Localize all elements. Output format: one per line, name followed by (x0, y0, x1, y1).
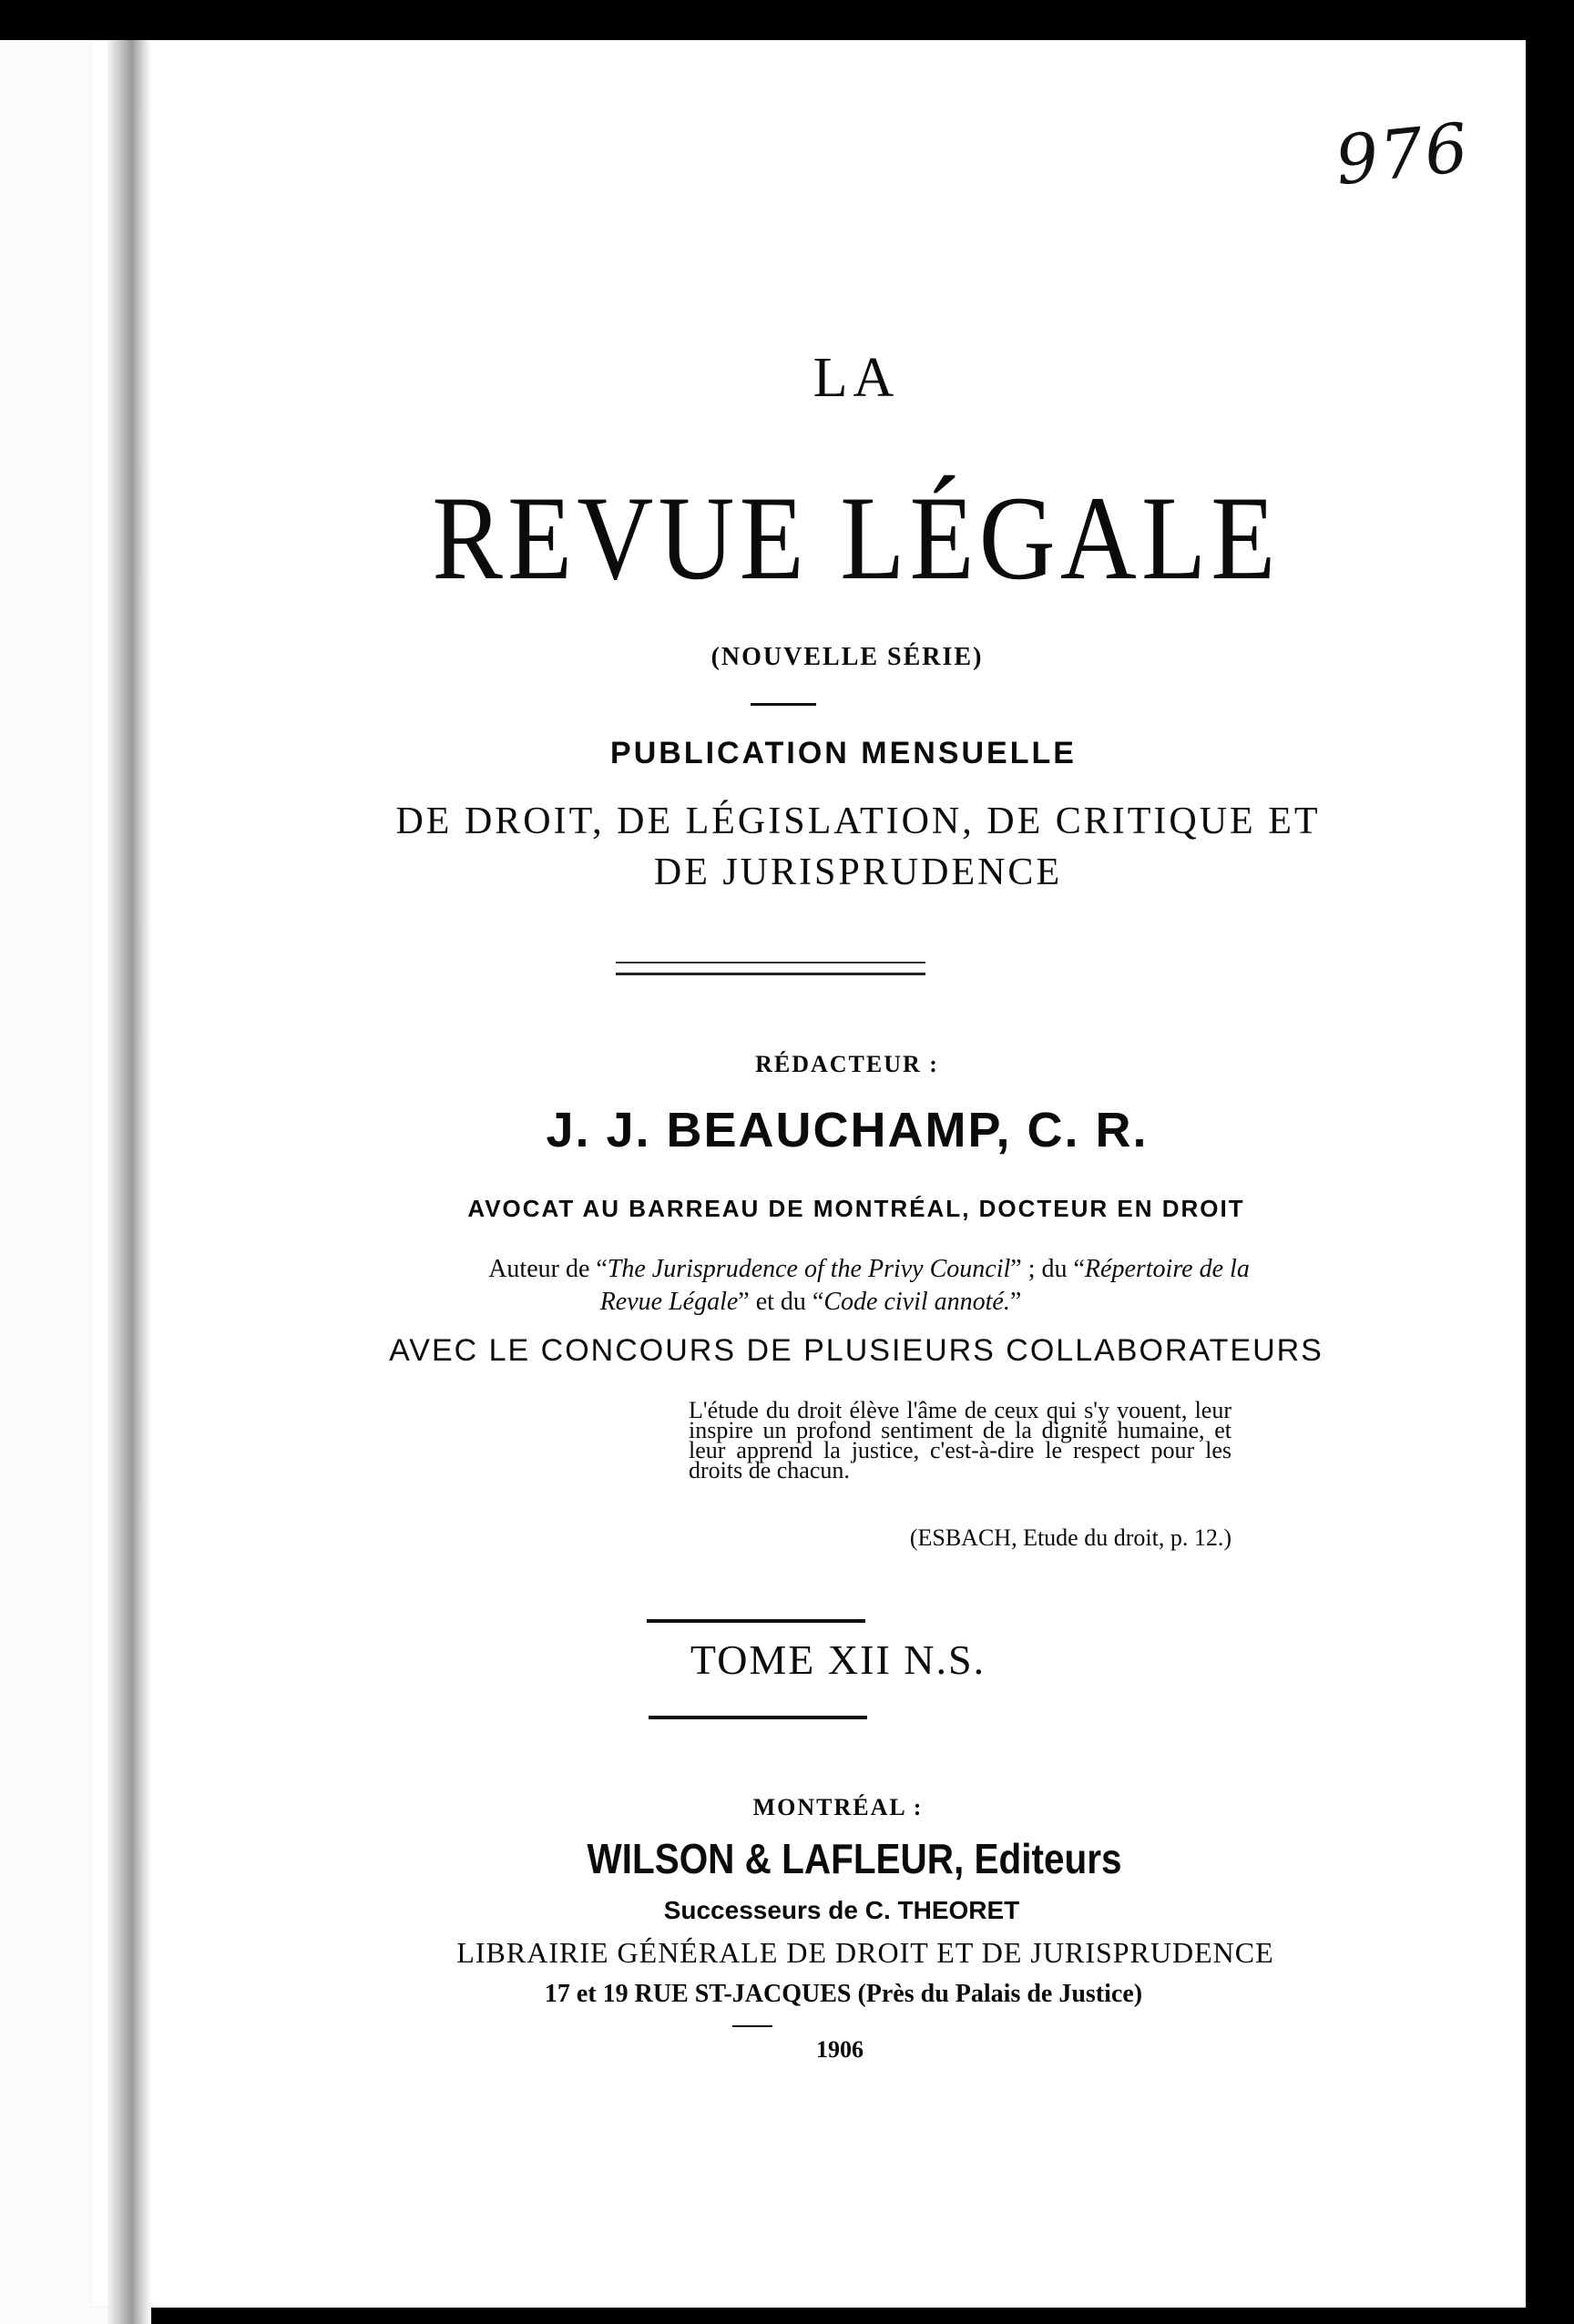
title-page-content (151, 40, 1525, 2308)
editor-title: AVOCAT AU BARREAU DE MONTRÉAL, DOCTEUR EN DROIT (467, 1195, 1245, 1222)
credits-suffix: ” (1009, 1288, 1022, 1316)
editor-name: J. J. BEAUCHAMP, C. R. (546, 1103, 1149, 1157)
epigraph-text: L'étude du droit élève l'âme de ceux qui s'y vouent, leur inspire un profond sentiment de la dignité humaine, et leur apprend la justice, c'est-à-dire le respect pour les droits de chacun. (689, 1397, 1232, 1483)
credits-work-3: Code civil annoté. (823, 1288, 1010, 1316)
bookshop-name: LIBRAIRIE GÉNÉRALE DE DROIT ET DE JURISPRUDENCE (456, 1936, 1274, 1969)
credits-work-2b: Revue Légale (599, 1288, 739, 1316)
collaborators-line: AVEC LE CONCOURS DE PLUSIEURS COLLABORATEURS (389, 1333, 1324, 1368)
subject-line-2: DE JURISPRUDENCE (653, 851, 1063, 893)
credits-mid-2: ” et du “ (738, 1288, 824, 1316)
author-credits-line-2 (124, 1288, 1497, 1317)
credits-work-1: The Jurisprudence of the Privy Council (607, 1255, 1011, 1283)
publisher-address: 17 et 19 RUE ST-JACQUES (Près du Palais de Justice) (544, 1980, 1143, 2008)
publisher-name: WILSON & LAFLEUR, Editeurs (587, 1835, 1122, 1882)
scan-top-edge (0, 0, 1574, 40)
editor-label: RÉDACTEUR : (755, 1051, 939, 1077)
journal-title: REVUE LÉGALE (432, 471, 1281, 605)
double-rule (616, 962, 925, 975)
year-rule (732, 2025, 772, 2027)
publication-year: 1906 (816, 2036, 864, 2063)
title-article: LA (813, 347, 900, 409)
credits-prefix: Auteur de “ (488, 1255, 608, 1283)
credits-mid-1: ” ; du “ (1010, 1255, 1085, 1283)
author-credits-line-1 (182, 1255, 1556, 1284)
series-label: (NOUVELLE SÉRIE) (710, 643, 984, 671)
publication-place: MONTRÉAL : (752, 1794, 924, 1820)
volume-rule-bottom (649, 1716, 867, 1719)
binding-shadow (107, 40, 151, 2324)
volume-rule-top (647, 1619, 865, 1623)
subject-line-1: DE DROIT, DE LÉGISLATION, DE CRITIQUE ET (395, 800, 1321, 842)
epigraph-source: (ESBACH, Etude du droit, p. 12.) (909, 1524, 1232, 1551)
handwritten-catalog-number: 976 (1332, 108, 1474, 201)
publisher-successors: Successeurs de C. THEORET (663, 1896, 1020, 1924)
publication-type: PUBLICATION MENSUELLE (610, 736, 1077, 770)
volume-label: TOME XII N.S. (690, 1636, 986, 1683)
credits-work-2a: Répertoire de la (1084, 1255, 1250, 1283)
short-rule (751, 703, 816, 706)
